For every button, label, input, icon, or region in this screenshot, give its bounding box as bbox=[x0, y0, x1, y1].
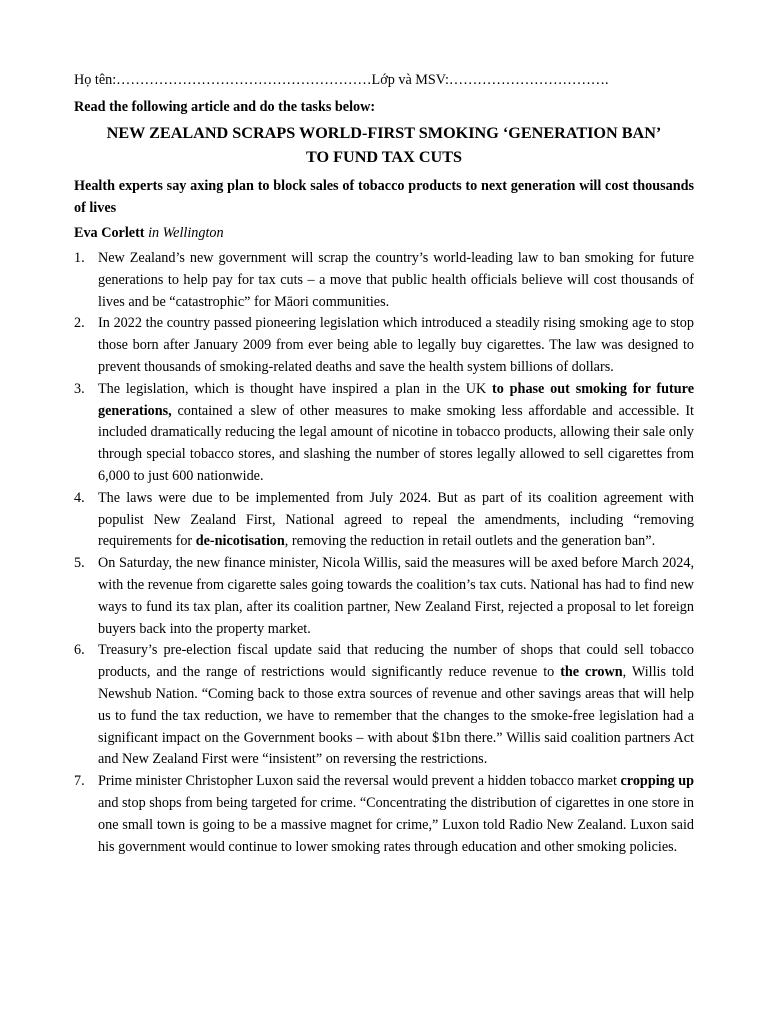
paragraph-text: The laws were due to be implemented from July 2024. But as part of its coalition agreement with populist New Zealand First, National agreed to repeal the amendments, including “removing requirements for bbox=[98, 489, 694, 550]
student-info-line: Họ tên:………………………………………………Lớp và MSV:……………………………. bbox=[74, 72, 609, 88]
task-instruction: Read the following article and do the tasks below: bbox=[74, 99, 376, 115]
paragraph-text: Prime minister Christopher Luxon said the reversal would prevent a hidden tobacco market bbox=[98, 773, 621, 790]
paragraph-2 bbox=[0, 313, 694, 378]
paragraph-text: New Zealand’s new government will scrap the country’s world-leading law to ban smoking for future generations to help pay for tax cuts – a move that public health officials believe will cost thousands of lives and be “catastrophic” for Māori communities. bbox=[98, 250, 694, 310]
vocab-highlight: the crown bbox=[560, 664, 623, 681]
article-title-line-1: NEW ZEALAND SCRAPS WORLD-FIRST SMOKING ‘GENERATION BAN’ bbox=[106, 124, 662, 142]
paragraph-text: , removing the reduction in retail outlets and the generation ban”. bbox=[284, 533, 656, 550]
vocab-highlight: de-nicotisation bbox=[195, 533, 285, 550]
article-subtitle: Health experts say axing plan to block sales of tobacco products to next generation will cost thousands of lives bbox=[74, 178, 694, 216]
paragraph-number: 4. bbox=[74, 489, 85, 506]
vocab-highlight: to phase out smoking for future generations, bbox=[98, 380, 694, 419]
paragraph-text: and stop shops from being targeted for crime. “Concentrating the distribution of cigarettes in one store in one small town is going to be a massive magnet for crime,” Luxon told Radio New Zealand. Luxon said his government would continue to lower smoking rates through education and other smoking policies. bbox=[98, 794, 694, 855]
paragraph-text: , Willis told Newshub Nation. “Coming back to those extra sources of revenue and other savings areas that will help us to fund the tax reduction, we have to remember that the changes to the smoke-free legislation had a significant impact on the Government books – with about $1bn there.” Willis said coalition partners Act and New Zealand First were “insistent” on reversing the restrictions. bbox=[98, 664, 694, 768]
paragraph-7 bbox=[0, 771, 694, 858]
article-title-line-2: TO FUND TAX CUTS bbox=[305, 148, 463, 166]
paragraph-number: 6. bbox=[74, 642, 85, 659]
paragraph-text: The legislation, which is thought have inspired a plan in the UK bbox=[98, 380, 493, 397]
paragraph-text: On Saturday, the new finance minister, Nicola Willis, said the measures will be axed before March 2024, with the revenue from cigarette sales going towards the coalition’s tax cuts. National has had to find new ways to fund its tax plan, after its coalition partner, New Zealand First, rejected a proposal to let foreign buyers back into the property market. bbox=[98, 555, 694, 637]
paragraph-number: 5. bbox=[74, 555, 85, 572]
paragraph-6 bbox=[0, 640, 694, 771]
paragraph-number: 3. bbox=[74, 380, 85, 397]
article-title bbox=[74, 121, 694, 169]
author-location: in Wellington bbox=[144, 225, 224, 241]
paragraph-text: contained a slew of other measures to make smoking less affordable and accessible. It included dramatically reducing the legal amount of nicotine in tobacco products, allowing their sale only through special tobacco stores, and slashing the number of stores legally allowed to sell cigarettes from 6,000 to just 600 nationwide. bbox=[98, 402, 694, 484]
paragraph-4 bbox=[0, 488, 694, 553]
article-body bbox=[0, 248, 694, 858]
paragraph-5 bbox=[0, 553, 694, 640]
author-name: Eva Corlett bbox=[74, 225, 145, 241]
paragraph-number: 7. bbox=[74, 773, 85, 790]
paragraph-number: 2. bbox=[74, 315, 85, 332]
paragraph-text: In 2022 the country passed pioneering legislation which introduced a steadily rising smoking age to stop those born after January 2009 from ever being able to legally buy cigarettes. The law was designed to prevent thousands of smoking-related deaths and save the health system billions of dollars. bbox=[98, 315, 694, 375]
byline bbox=[74, 223, 224, 245]
paragraph-text: Treasury’s pre-election fiscal update said that reducing the number of shops that could sell tobacco products, and the range of restrictions would significantly reduce revenue to bbox=[98, 642, 694, 681]
paragraph-1 bbox=[0, 248, 694, 313]
paragraph-3 bbox=[0, 379, 694, 488]
paragraph-number: 1. bbox=[74, 250, 85, 266]
vocab-highlight: cropping up bbox=[620, 773, 695, 790]
